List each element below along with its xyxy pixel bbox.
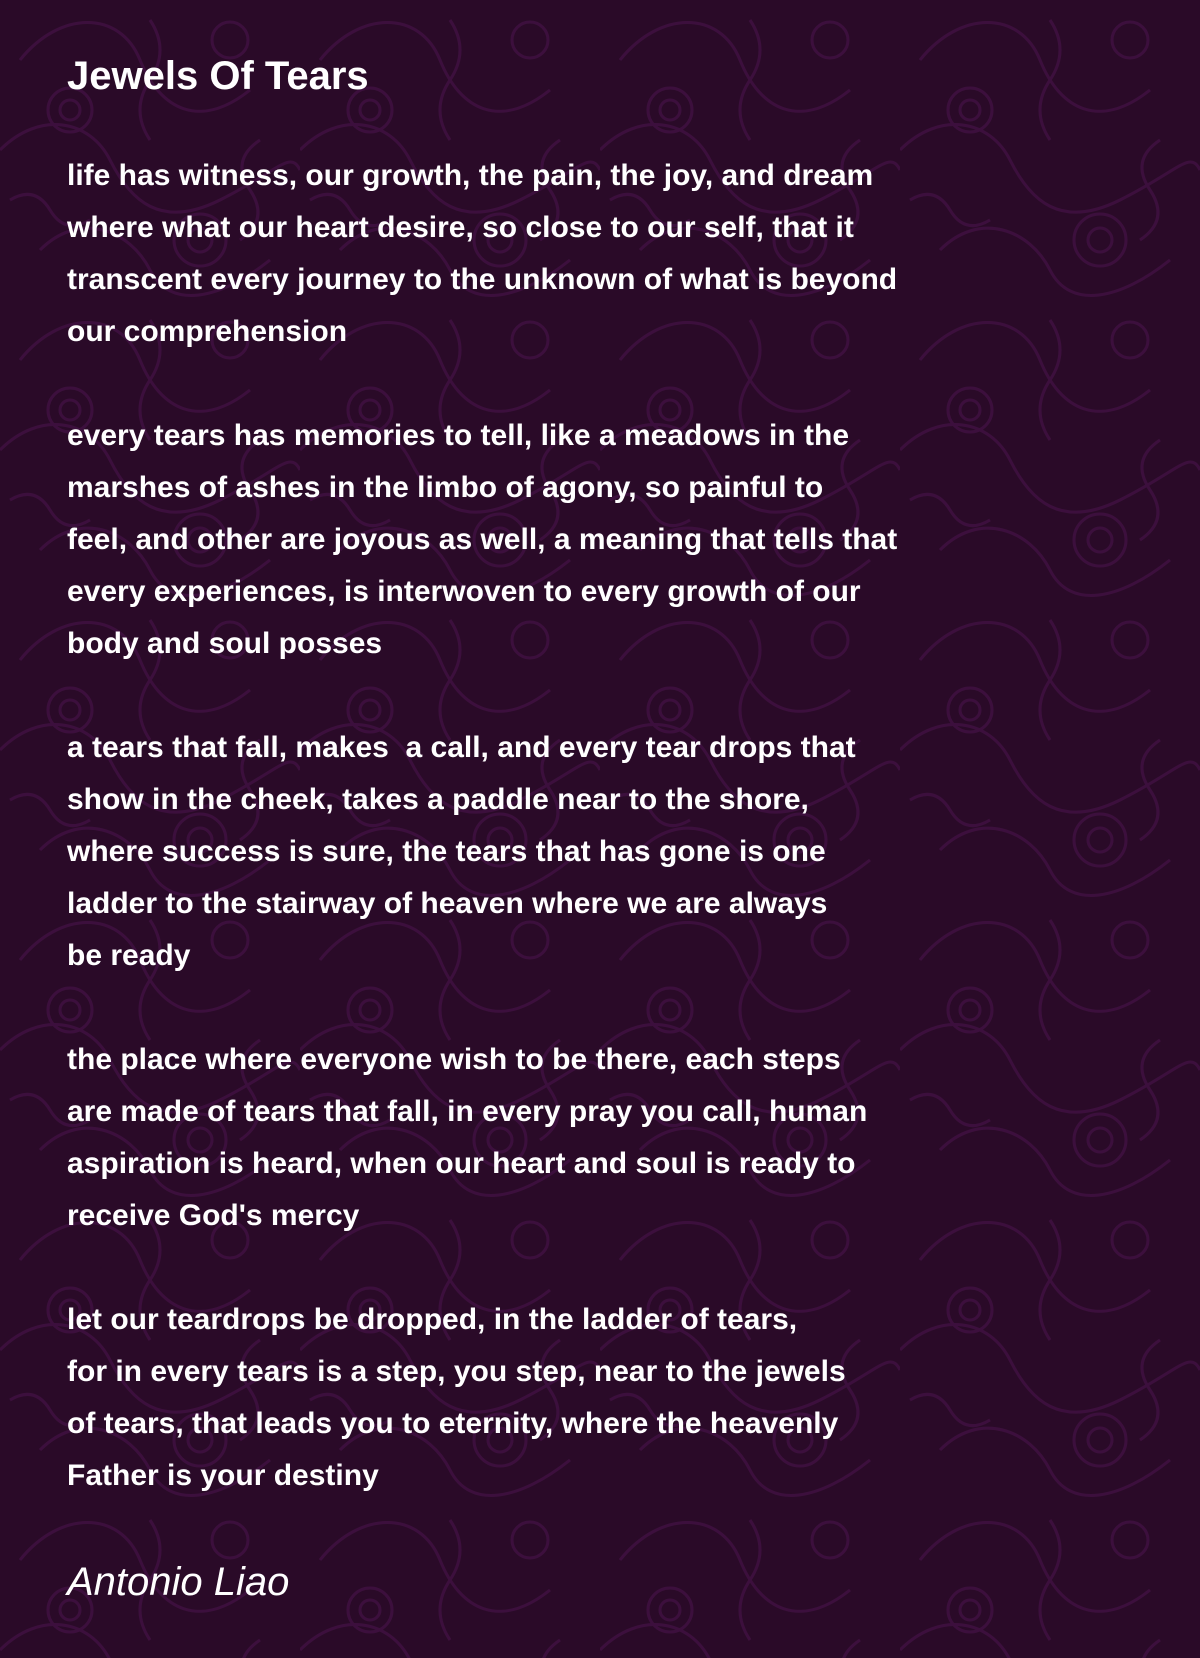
poem-line: feel, and other are joyous as well, a meaning that tells that	[67, 523, 898, 556]
poem-body	[67, 150, 1127, 1502]
poem-line: the place where everyone wish to be there, each steps	[67, 1043, 841, 1076]
poem-author: Antonio Liao	[67, 1560, 290, 1604]
poem-line: every experiences, is interwoven to every growth of our	[67, 575, 861, 608]
poem-line: receive God's mercy	[67, 1199, 360, 1232]
poem-line: where what our heart desire, so close to our self, that it	[67, 211, 854, 244]
poem-line: every tears has memories to tell, like a meadows in the	[67, 419, 850, 452]
poem-line: marshes of ashes in the limbo of agony, so painful to	[67, 471, 824, 504]
poem-line: are made of tears that fall, in every pray you call, human	[67, 1095, 868, 1128]
poem-line: for in every tears is a step, you step, near to the jewels	[67, 1355, 846, 1388]
poem-line: life has witness, our growth, the pain, the joy, and dream	[67, 159, 874, 192]
poem-line: be ready	[67, 939, 191, 972]
poem-line: let our teardrops be dropped, in the ladder of tears,	[67, 1303, 798, 1336]
poem-line: a tears that fall, makes a call, and every tear drops that	[67, 731, 856, 764]
poem-line: show in the cheek, takes a paddle near to the shore,	[67, 783, 809, 816]
poem-stanza	[67, 722, 1127, 982]
poem-stanza	[67, 1034, 1127, 1242]
poem-line: aspiration is heard, when our heart and soul is ready to	[67, 1147, 856, 1180]
poem-line: of tears, that leads you to eternity, where the heavenly	[67, 1407, 839, 1440]
poem-line: our comprehension	[67, 315, 348, 348]
poem-stanza	[67, 150, 1127, 358]
poem-stanza	[67, 1294, 1127, 1502]
poem-line: transcent every journey to the unknown of what is beyond	[67, 263, 898, 296]
poem-line: ladder to the stairway of heaven where we are always	[67, 887, 828, 920]
poem-title: Jewels Of Tears	[67, 54, 369, 98]
poem-line: Father is your destiny	[67, 1459, 379, 1492]
poem-line: where success is sure, the tears that has gone is one	[67, 835, 826, 868]
poem-stanza	[67, 410, 1127, 670]
poem-line: body and soul posses	[67, 627, 383, 660]
